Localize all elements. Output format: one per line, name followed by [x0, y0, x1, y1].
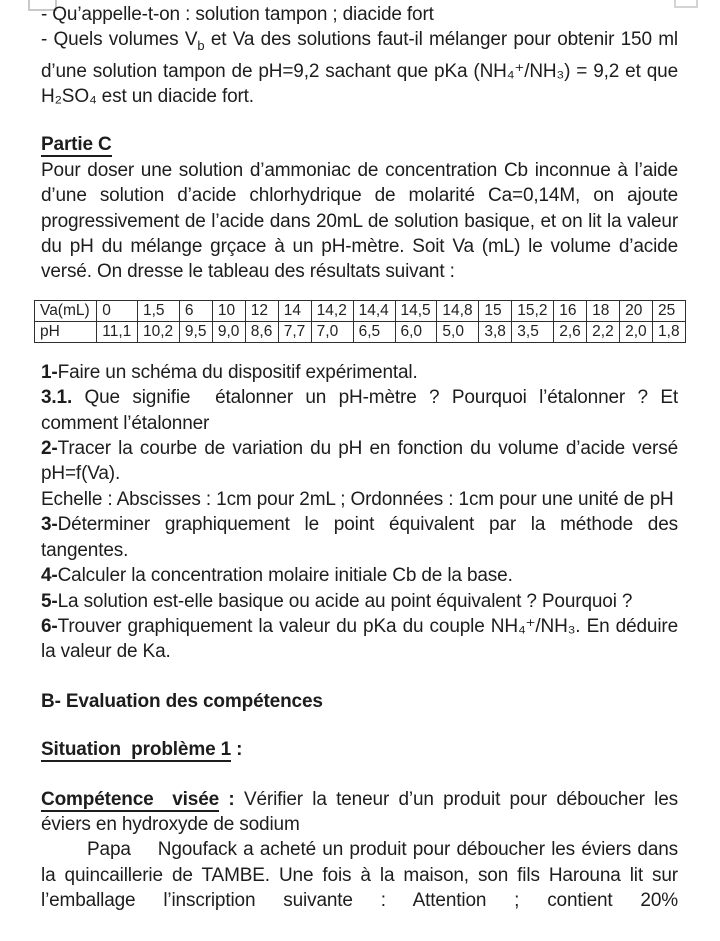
value-cell: 6	[179, 300, 212, 321]
row-header-cell: pH	[35, 321, 97, 342]
question-3-1-text: Que signifie étalonner un pH-mètre ? Pourquoi l’étalonner ? Et comment l’étalonner	[41, 387, 678, 434]
value-cell: 15,2	[512, 300, 554, 321]
row-header-cell: Va(mL)	[35, 300, 97, 321]
question-2-text: Tracer la courbe de variation du pH en fonction du volume d’acide versé pH=f(Va).	[41, 438, 678, 485]
value-cell: 9,0	[212, 321, 245, 342]
value-cell: 1,8	[653, 321, 686, 342]
question-1	[41, 360, 678, 385]
papa-ngoufack-paragraph	[41, 837, 678, 913]
value-cell: 14,5	[395, 300, 437, 321]
value-cell: 1,5	[137, 300, 179, 321]
partie-c-body-text: Pour doser une solution d’ammoniac de concentration Cb inconnue à l’aide d’une solution d’acide chlorhydrique de molarité Ca=0,14M, on ajoute progressivement de l’acide dans 20mL de solution basique, et on lit la valeur du pH du mélange grçace à un pH-mètre. Soit Va (mL) le volume d’acide versé. On dresse le tableau des résultats suivant :	[41, 159, 678, 283]
intro-question-1-text: - Qu’appelle-t-on : solution tampon ; diacide fort	[41, 4, 434, 25]
value-cell: 10	[212, 300, 245, 321]
question-2-number: 2-	[41, 438, 58, 460]
competence-visee-text: Vérifier la teneur d’un produit pour déboucher les éviers en hydroxyde de sodium	[41, 788, 678, 835]
table-row	[35, 321, 686, 342]
value-cell: 6,0	[395, 321, 437, 342]
value-cell: 3,5	[512, 321, 554, 342]
value-cell: 8,6	[245, 321, 278, 342]
partie-c-title-text: Partie C	[41, 134, 112, 156]
question-5-text: La solution est-elle basique ou acide au point équivalent ? Pourquoi ?	[57, 590, 633, 612]
question-4-text: Calculer la concentration molaire initiale Cb de la base.	[57, 565, 513, 587]
value-cell: 15	[479, 300, 512, 321]
results-table	[34, 300, 686, 343]
value-cell: 20	[620, 300, 653, 321]
vb-subscript: b	[197, 38, 205, 54]
value-cell: 14,2	[311, 300, 353, 321]
question-6-number: 6-	[41, 615, 58, 637]
question-2	[41, 436, 678, 487]
question-4-number: 4-	[41, 565, 58, 587]
question-4	[41, 563, 678, 588]
value-cell: 14,4	[353, 300, 395, 321]
value-cell: 0	[97, 300, 138, 321]
situation-probleme-colon: :	[231, 739, 243, 761]
value-cell: 2,0	[620, 321, 653, 342]
question-1-text: Faire un schéma du dispositif expérimental.	[57, 361, 418, 383]
value-cell: 9,5	[179, 321, 212, 342]
evaluation-heading-text: B- Evaluation des compétences	[41, 690, 323, 712]
value-cell: 16	[554, 300, 587, 321]
intro-question-2-pre: - Quels volumes V	[41, 29, 198, 51]
questions-list	[41, 360, 678, 665]
question-5-number: 5-	[41, 590, 58, 612]
document-content	[41, 2, 678, 914]
situation-probleme-heading	[41, 737, 678, 762]
echelle-note-text: Echelle : Abscisses : 1cm pour 2mL ; Ordonnées : 1cm pour une unité de pH	[41, 488, 674, 510]
value-cell: 14,8	[437, 300, 479, 321]
value-cell: 6,5	[353, 321, 395, 342]
value-cell: 5,0	[437, 321, 479, 342]
question-5	[41, 589, 678, 614]
question-6-text: Trouver graphiquement la valeur du pKa du couple NH₄⁺/NH₃. En déduire la valeur de Ka.	[41, 615, 678, 663]
intro-question-2	[41, 27, 678, 109]
question-3	[41, 512, 678, 563]
value-cell: 7,0	[311, 321, 353, 342]
value-cell: 18	[587, 300, 620, 321]
value-cell: 2,6	[554, 321, 587, 342]
value-cell: 7,7	[278, 321, 311, 342]
question-1-number: 1-	[41, 361, 58, 383]
question-3-number: 3-	[41, 514, 58, 536]
value-cell: 3,8	[479, 321, 512, 342]
value-cell: 2,2	[587, 321, 620, 342]
table-row	[35, 300, 686, 321]
question-6	[41, 614, 678, 665]
situation-probleme-title: Situation problème 1	[41, 739, 232, 761]
value-cell: 10,2	[137, 321, 179, 342]
question-3-1	[41, 385, 678, 436]
results-table-body	[35, 300, 686, 342]
value-cell: 12	[245, 300, 278, 321]
intro-question-2-post: et Va des solutions faut-il mélanger pour obtenir 150 ml d’une solution tampon de pH=9,2 sachant que pKa (NH₄⁺/NH₃) = 9,2 et que H₂SO₄ est un diacide fort.	[41, 29, 678, 108]
competence-visee-label: Compétence visée	[41, 788, 220, 810]
papa-word: Papa	[87, 839, 131, 861]
value-cell: 25	[653, 300, 686, 321]
evaluation-heading	[41, 689, 678, 714]
partie-c-heading	[41, 132, 678, 157]
value-cell: 11,1	[97, 321, 138, 342]
competence-visee-paragraph	[41, 787, 678, 838]
echelle-note	[41, 487, 678, 512]
papa-ngoufack-text: Ngoufack a acheté un produit pour déboucher les éviers dans la quincaillerie de TAMBE. Une fois à la maison, son fils Harouna lit sur l’emballage l’inscription suivante : Attention ; contient 20%	[41, 839, 678, 912]
intro-question-1	[41, 2, 678, 27]
question-3-text: Déterminer graphiquement le point équivalent par la méthode des tangentes.	[41, 514, 678, 561]
question-3-1-number: 3.1.	[41, 387, 73, 409]
partie-c-body	[41, 158, 678, 285]
competence-visee-colon: :	[219, 788, 244, 810]
value-cell: 14	[278, 300, 311, 321]
